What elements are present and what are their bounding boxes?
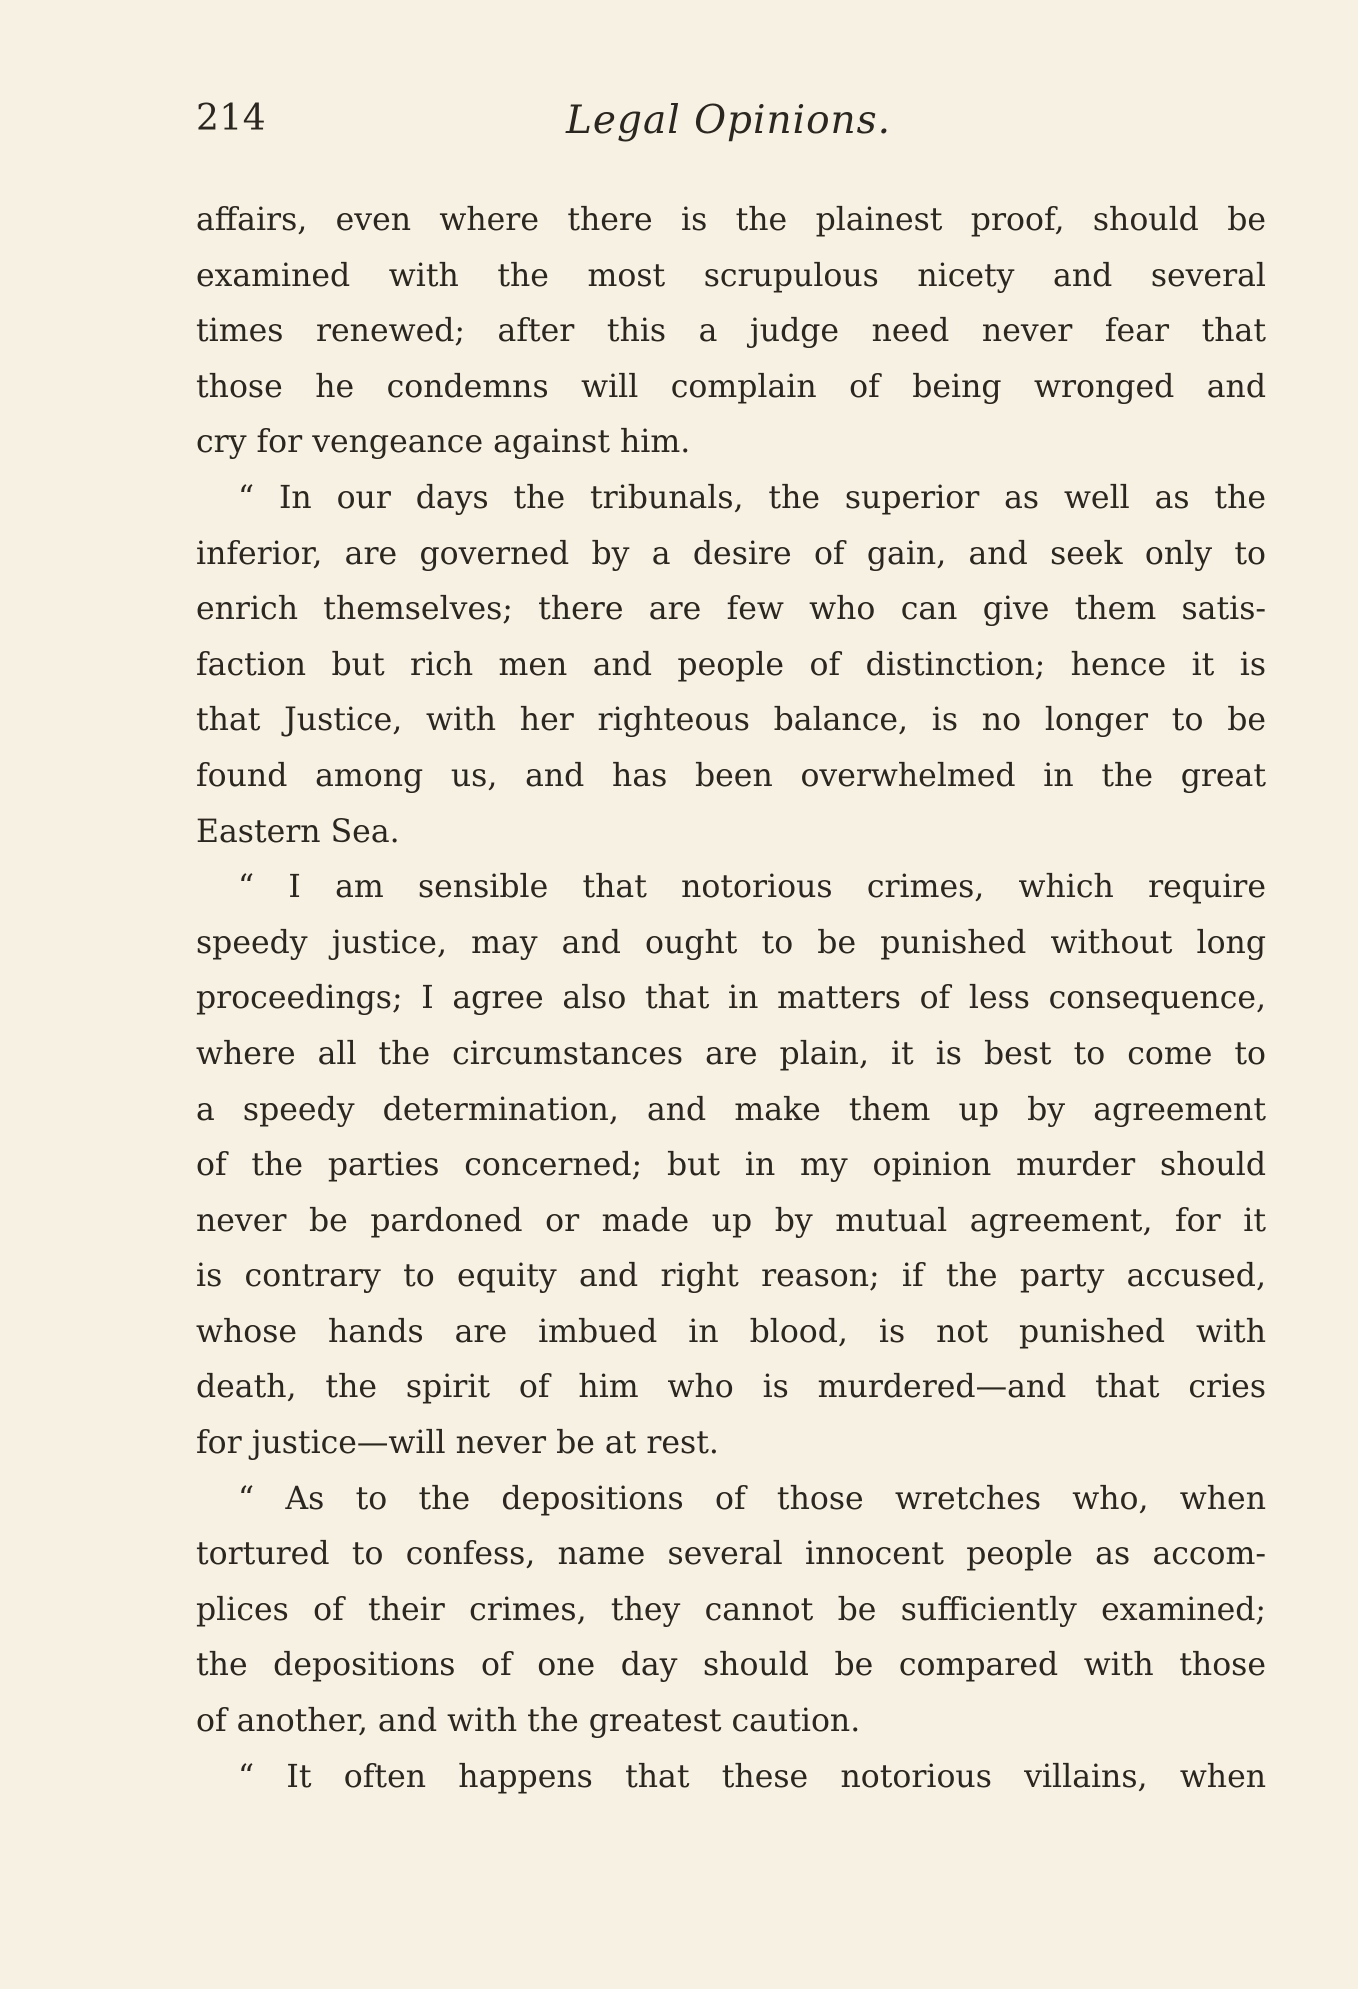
text-line: where all the circumstances are plain, it is best to come to: [196, 1035, 1266, 1072]
text-line: a speedy determination, and make them up by agreement: [196, 1091, 1266, 1128]
text-line: those he condemns will complain of being wronged and: [196, 368, 1266, 405]
text-line: “ It often happens that these notorious villains, when: [238, 1758, 1266, 1795]
running-title: Legal Opinions.: [566, 98, 892, 143]
text-line: found among us, and has been overwhelmed in the great: [196, 757, 1266, 794]
text-line: of another, and with the greatest caution.: [196, 1703, 861, 1740]
page-header: [196, 98, 1266, 158]
text-line: inferior, are governed by a desire of gain, and seek only to: [196, 535, 1266, 572]
text-line: tortured to confess, name several innocent people as accom-: [196, 1536, 1266, 1573]
text-line: death, the spirit of him who is murdered—and that cries: [196, 1369, 1266, 1406]
text-line: times renewed; after this a judge need never fear that: [196, 313, 1266, 350]
text-line: for justice—will never be at rest.: [196, 1425, 719, 1462]
text-line: whose hands are imbued in blood, is not punished with: [196, 1313, 1266, 1350]
text-line: examined with the most scrupulous nicety and several: [196, 257, 1266, 294]
text-line: cry for vengeance against him.: [196, 424, 691, 461]
text-line: never be pardoned or made up by mutual agreement, for it: [196, 1202, 1266, 1239]
text-line: faction but rich men and people of distinction; hence it is: [196, 646, 1266, 683]
text-line: plices of their crimes, they cannot be sufficiently examined;: [196, 1591, 1266, 1628]
text-line: speedy justice, may and ought to be punished without long: [196, 924, 1266, 961]
text-line: “ As to the depositions of those wretches who, when: [238, 1480, 1266, 1517]
text-line: the depositions of one day should be compared with those: [196, 1647, 1266, 1684]
page-number: 214: [196, 98, 267, 139]
text-line: “ In our days the tribunals, the superior as well as the: [238, 479, 1266, 516]
text-line: that Justice, with her righteous balance, is no longer to be: [196, 702, 1266, 739]
text-line: “ I am sensible that notorious crimes, which require: [238, 869, 1266, 906]
text-line: proceedings; I agree also that in matters of less consequence,: [196, 980, 1266, 1017]
text-line: enrich themselves; there are few who can give them satis-: [196, 591, 1266, 628]
text-line: is contrary to equity and right reason; if the party accused,: [196, 1258, 1266, 1295]
text-line: of the parties concerned; but in my opinion murder should: [196, 1147, 1266, 1184]
body-text: [196, 193, 1266, 1805]
text-line: affairs, even where there is the plainest proof, should be: [196, 202, 1266, 238]
text-line: Eastern Sea.: [196, 813, 400, 850]
